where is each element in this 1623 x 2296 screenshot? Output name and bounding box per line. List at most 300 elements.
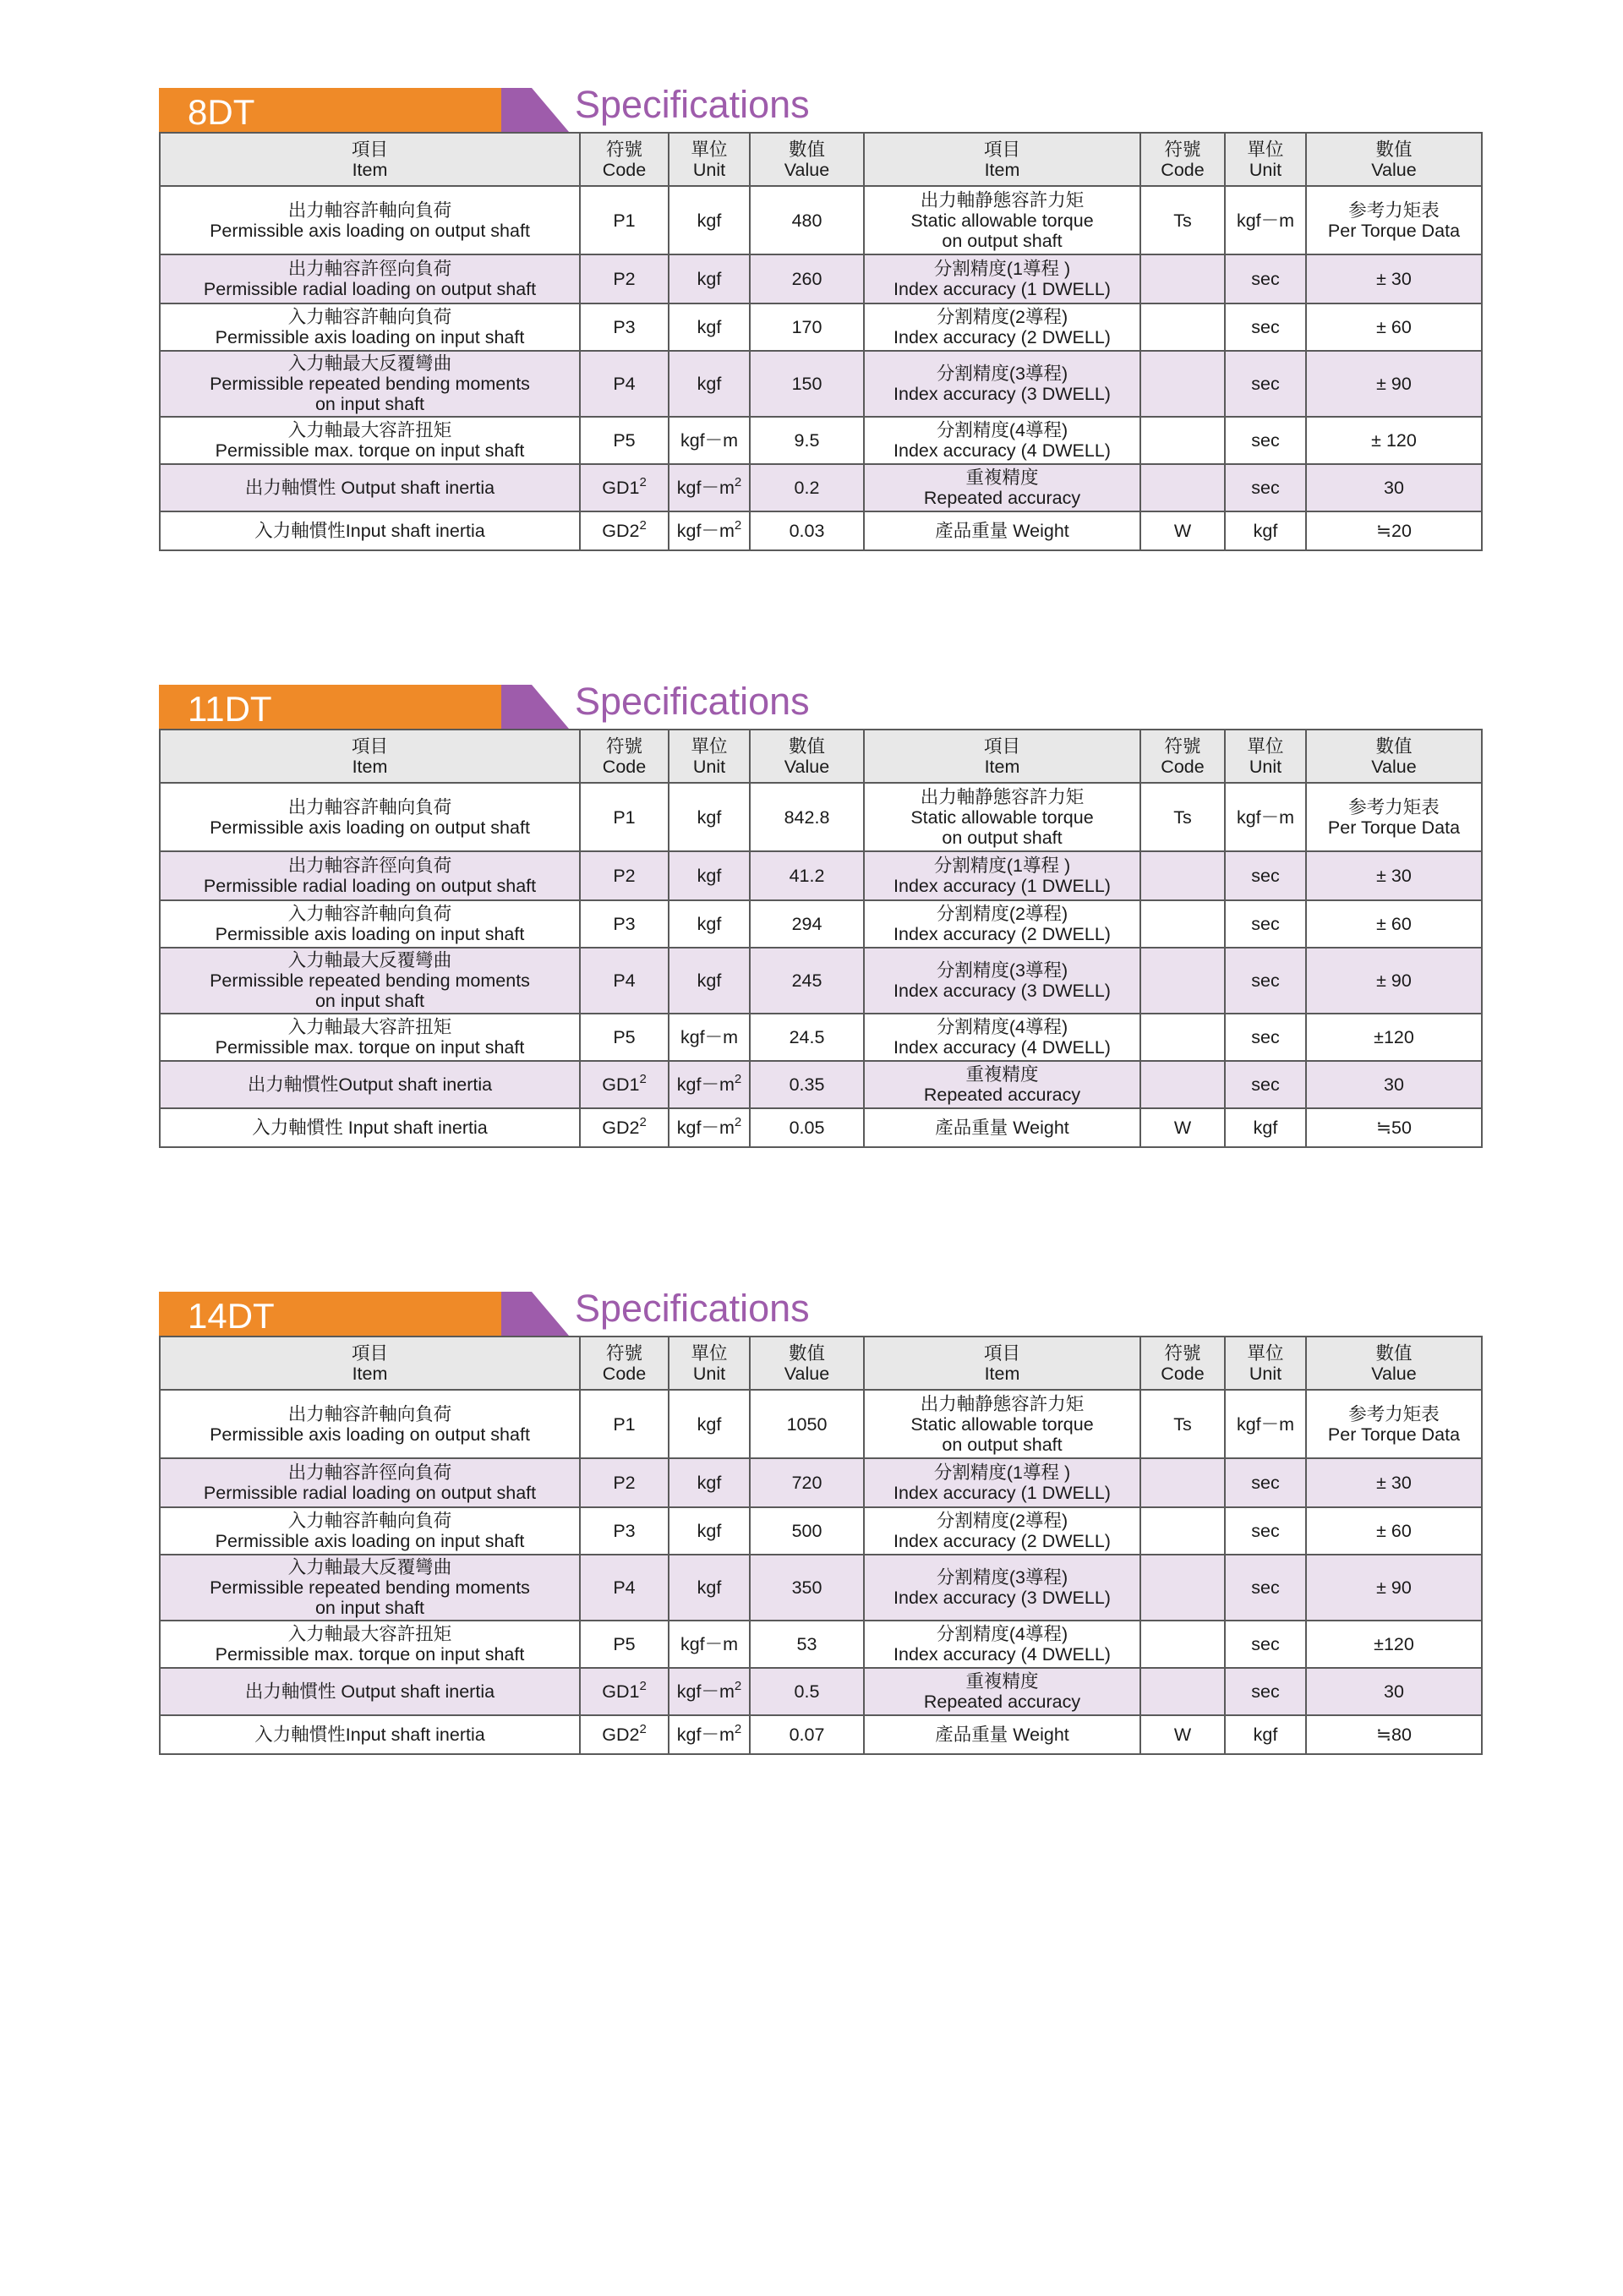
header-zh: 數值	[788, 735, 825, 757]
left-unit-cell	[669, 1108, 750, 1147]
unit-text: kgf－m	[1236, 210, 1295, 231]
left-code-cell	[580, 511, 669, 550]
header-zh: 數值	[1375, 735, 1413, 757]
header-en: Item	[984, 756, 1020, 777]
code-text: P5	[613, 1027, 636, 1047]
table-row	[160, 186, 1482, 254]
unit-text: kgf－m	[680, 430, 739, 451]
header-zh: 單位	[1247, 1342, 1284, 1364]
right-value-cell	[1306, 1715, 1482, 1754]
header-zh: 項目	[983, 139, 1020, 160]
cell-line: ± 30	[1376, 866, 1412, 886]
superscript-2: 2	[734, 1722, 742, 1736]
header-en: Value	[1371, 159, 1417, 180]
cell-line: 入力軸慣性Input shaft inertia	[254, 521, 485, 541]
superscript-2: 2	[734, 1072, 742, 1086]
header-zh: 項目	[351, 139, 388, 160]
left-value-cell	[750, 783, 864, 851]
code-text: GD2	[602, 521, 640, 541]
section-header-band	[159, 1287, 1476, 1336]
right-value-cell	[1306, 1668, 1482, 1715]
header-en: Item	[352, 159, 388, 180]
superscript-2: 2	[639, 1115, 647, 1129]
unit-text: sec	[1251, 1634, 1280, 1654]
header-zh: 單位	[691, 735, 728, 757]
header-zh: 項目	[351, 735, 388, 757]
left-value-cell	[750, 417, 864, 464]
code-text: P1	[613, 210, 636, 231]
cell-line: 分割精度(1導程 )	[933, 259, 1071, 279]
cell-line: on input shaft	[314, 991, 425, 1011]
left-value-cell	[750, 851, 864, 900]
right-code-cell	[1140, 254, 1225, 303]
cell-line: 入力軸最大反覆彎曲	[287, 1557, 452, 1577]
unit-text: kgf	[697, 970, 722, 991]
value-text: 294	[791, 914, 822, 934]
header-zh: 符號	[1164, 139, 1201, 160]
cell-line: 分割精度(1導程 )	[933, 856, 1071, 876]
right-unit-cell	[1225, 1507, 1306, 1555]
header-en: Code	[602, 1363, 647, 1384]
cell-line: Permissible max. torque on input shaft	[215, 440, 525, 461]
left-unit-cell	[669, 1507, 750, 1555]
model-title: 11DT	[188, 689, 272, 729]
unit-text: sec	[1251, 1521, 1280, 1541]
unit-text: sec	[1251, 1074, 1280, 1095]
cell-line: 產品重量 Weight	[935, 521, 1069, 541]
specifications-title: Specifications	[575, 1287, 810, 1330]
cell-line: ± 90	[1376, 374, 1412, 394]
table-row	[160, 351, 1482, 417]
cell-line: Permissible max. torque on input shaft	[215, 1037, 525, 1058]
left-value-cell	[750, 1014, 864, 1061]
header-en: Value	[784, 1363, 830, 1384]
right-value-cell	[1306, 1390, 1482, 1458]
right-code-cell	[1140, 1621, 1225, 1668]
left-code-cell	[580, 1390, 669, 1458]
header-en: Item	[352, 1363, 388, 1384]
right-code-cell	[1140, 1108, 1225, 1147]
header-zh: 項目	[351, 1342, 388, 1364]
right-code-cell	[1140, 303, 1225, 351]
purple-wedge	[501, 88, 569, 132]
value-text: 1050	[786, 1413, 828, 1435]
left-code-cell	[580, 1715, 669, 1754]
right-unit-cell	[1225, 1390, 1306, 1458]
cell-line: 分割精度(3導程)	[936, 1567, 1068, 1588]
cell-line: Index accuracy (2 DWELL)	[893, 1531, 1111, 1551]
code-text: P3	[613, 317, 636, 337]
unit-text: kgf	[697, 806, 722, 828]
table-header-row	[160, 1337, 1482, 1390]
right-value-cell	[1306, 464, 1482, 511]
left-value-cell	[750, 900, 864, 948]
left-value-cell	[750, 1507, 864, 1555]
cell-line: 重複精度	[965, 1671, 1039, 1692]
right-value-cell	[1306, 900, 1482, 948]
cell-line: Repeated accuracy	[923, 1692, 1081, 1712]
cell-line: 出力軸慣性 Output shaft inertia	[244, 1681, 495, 1702]
left-code-cell	[580, 1061, 669, 1108]
cell-line: Repeated accuracy	[923, 488, 1081, 508]
model-title: 8DT	[188, 92, 255, 132]
left-item-cell	[160, 1507, 580, 1555]
code-text: P4	[613, 1577, 636, 1598]
cell-line: Permissible repeated bending moments	[210, 970, 530, 991]
left-unit-cell	[669, 303, 750, 351]
header-cell-unit	[1225, 730, 1306, 783]
code-text: Ts	[1173, 210, 1192, 231]
right-unit-cell	[1225, 783, 1306, 851]
cell-line: ≒80	[1376, 1725, 1412, 1745]
code-text: Ts	[1173, 806, 1192, 828]
right-value-cell	[1306, 1621, 1482, 1668]
right-value-cell	[1306, 511, 1482, 550]
code-text: GD2	[602, 1725, 640, 1745]
cell-line: 入力軸最大容許扭矩	[287, 1624, 452, 1644]
left-unit-cell	[669, 351, 750, 417]
cell-line: Index accuracy (1 DWELL)	[893, 1483, 1111, 1503]
cell-line: 出力軸容許徑向負荷	[287, 856, 452, 876]
unit-text: sec	[1251, 1681, 1280, 1702]
header-zh: 符號	[605, 735, 642, 757]
right-code-cell	[1140, 351, 1225, 417]
left-item-cell	[160, 417, 580, 464]
unit-text: kgf－m	[676, 478, 735, 498]
table-row	[160, 417, 1482, 464]
unit-text: sec	[1251, 374, 1280, 394]
header-en: Value	[784, 756, 830, 777]
right-code-cell	[1140, 1668, 1225, 1715]
purple-wedge	[501, 1292, 569, 1336]
cell-line: on output shaft	[942, 827, 1063, 848]
left-unit-cell	[669, 851, 750, 900]
cell-line: on input shaft	[314, 394, 425, 414]
cell-line: 入力軸容許軸向負荷	[287, 307, 452, 327]
right-code-cell	[1140, 464, 1225, 511]
code-text: GD1	[602, 478, 640, 498]
cell-line: 分割精度(3導程)	[936, 960, 1068, 981]
right-code-cell	[1140, 511, 1225, 550]
left-unit-cell	[669, 1061, 750, 1108]
table-row	[160, 1014, 1482, 1061]
value-text: 0.2	[794, 478, 820, 498]
header-cell-code	[580, 1337, 669, 1390]
right-value-cell	[1306, 1061, 1482, 1108]
left-code-cell	[580, 303, 669, 351]
cell-line: 出力軸容許徑向負荷	[287, 259, 452, 279]
value-text: 0.5	[794, 1681, 820, 1702]
code-text: P3	[613, 1521, 636, 1541]
value-text: 0.03	[789, 521, 825, 541]
header-cell-value	[1306, 1337, 1482, 1390]
header-cell-code	[1140, 730, 1225, 783]
value-text: 350	[791, 1577, 822, 1598]
header-en: Unit	[692, 756, 726, 777]
left-unit-cell	[669, 1390, 750, 1458]
left-code-cell	[580, 851, 669, 900]
header-zh: 數值	[1375, 1342, 1413, 1364]
right-unit-cell	[1225, 851, 1306, 900]
cell-line: ± 60	[1376, 1521, 1412, 1541]
right-item-cell	[864, 351, 1140, 417]
table-header-row	[160, 133, 1482, 186]
header-cell-item	[160, 1337, 580, 1390]
left-item-cell	[160, 1715, 580, 1754]
header-cell-code	[1140, 1337, 1225, 1390]
header-zh: 單位	[1247, 139, 1284, 160]
code-text: W	[1173, 521, 1192, 541]
right-value-cell	[1306, 417, 1482, 464]
right-unit-cell	[1225, 1458, 1306, 1507]
header-zh: 項目	[983, 735, 1020, 757]
cell-line: 出力軸静態容許力矩	[920, 1393, 1085, 1414]
right-item-cell	[864, 1621, 1140, 1668]
right-unit-cell	[1225, 511, 1306, 550]
right-item-cell	[864, 303, 1140, 351]
cell-line: Static allowable torque	[910, 806, 1094, 828]
right-item-cell	[864, 1715, 1140, 1754]
section-header-band	[159, 680, 1476, 729]
unit-text: kgf	[1253, 1725, 1278, 1745]
left-code-cell	[580, 254, 669, 303]
right-item-cell	[864, 1014, 1140, 1061]
left-value-cell	[750, 254, 864, 303]
superscript-2: 2	[639, 1679, 647, 1693]
unit-text: kgf－m	[676, 1118, 735, 1138]
code-text: P5	[613, 430, 636, 451]
right-item-cell	[864, 1555, 1140, 1621]
left-value-cell	[750, 351, 864, 417]
left-code-cell	[580, 1621, 669, 1668]
cell-line: 入力軸慣性 Input shaft inertia	[252, 1118, 488, 1138]
unit-text: sec	[1251, 866, 1280, 886]
cell-line: 產品重量 Weight	[935, 1118, 1069, 1138]
table-row	[160, 900, 1482, 948]
left-value-cell	[750, 1108, 864, 1147]
header-zh: 符號	[605, 139, 642, 160]
left-value-cell	[750, 511, 864, 550]
value-text: 0.35	[789, 1074, 825, 1095]
cell-line: 参考力矩表	[1348, 796, 1440, 817]
left-code-cell	[580, 900, 669, 948]
cell-line: Index accuracy (4 DWELL)	[893, 1037, 1111, 1058]
table-row	[160, 1668, 1482, 1715]
superscript-2: 2	[734, 475, 742, 489]
spec-table	[159, 1336, 1483, 1755]
cell-line: 分割精度(2導程)	[936, 904, 1068, 924]
right-value-cell	[1306, 1458, 1482, 1507]
spec-table	[159, 132, 1483, 551]
code-text: W	[1173, 1725, 1192, 1745]
cell-line: 入力軸容許軸向負荷	[287, 904, 452, 924]
superscript-2: 2	[734, 1679, 742, 1693]
header-en: Unit	[692, 159, 726, 180]
right-code-cell	[1140, 1014, 1225, 1061]
cell-line: 出力軸静態容許力矩	[920, 189, 1085, 210]
left-unit-cell	[669, 1458, 750, 1507]
right-code-cell	[1140, 1715, 1225, 1754]
left-item-cell	[160, 1014, 580, 1061]
cell-line: Permissible axis loading on input shaft	[215, 924, 525, 944]
value-text: 480	[791, 210, 822, 231]
code-text: P1	[613, 1413, 636, 1435]
header-cell-value	[750, 730, 864, 783]
unit-text: kgf－m	[676, 1074, 735, 1095]
header-cell-value	[1306, 133, 1482, 186]
cell-line: 入力軸最大容許扭矩	[287, 1017, 452, 1037]
header-cell-unit	[1225, 133, 1306, 186]
cell-line: ± 30	[1376, 269, 1412, 289]
cell-line: Permissible repeated bending moments	[210, 1577, 530, 1598]
superscript-2: 2	[639, 475, 647, 489]
header-en: Code	[1161, 1363, 1205, 1384]
cell-line: Permissible radial loading on output shaft	[203, 1483, 537, 1503]
right-unit-cell	[1225, 1061, 1306, 1108]
cell-line: ≒50	[1376, 1118, 1412, 1138]
cell-line: 出力軸容許軸向負荷	[287, 1403, 452, 1424]
table-row	[160, 303, 1482, 351]
left-item-cell	[160, 1458, 580, 1507]
left-item-cell	[160, 1390, 580, 1458]
cell-line: 出力軸容許軸向負荷	[287, 200, 452, 221]
header-en: Code	[602, 756, 647, 777]
unit-text: kgf	[697, 1473, 722, 1493]
right-code-cell	[1140, 948, 1225, 1014]
header-en: Code	[1161, 756, 1205, 777]
cell-line: ± 90	[1376, 1577, 1412, 1598]
header-en: Value	[1371, 756, 1417, 777]
superscript-2: 2	[734, 1115, 742, 1129]
cell-line: on output shaft	[942, 230, 1063, 251]
table-row	[160, 511, 1482, 550]
value-text: 720	[791, 1473, 822, 1493]
right-value-cell	[1306, 1507, 1482, 1555]
code-text: P5	[613, 1634, 636, 1654]
unit-text: sec	[1251, 1027, 1280, 1047]
cell-line: Permissible repeated bending moments	[210, 374, 530, 394]
cell-line: 重複精度	[965, 1064, 1039, 1085]
unit-text: sec	[1251, 269, 1280, 289]
right-value-cell	[1306, 1555, 1482, 1621]
right-item-cell	[864, 1061, 1140, 1108]
cell-line: Permissible radial loading on output shaft	[203, 279, 537, 299]
left-unit-cell	[669, 1014, 750, 1061]
left-unit-cell	[669, 1668, 750, 1715]
unit-text: kgf	[697, 269, 722, 289]
right-value-cell	[1306, 186, 1482, 254]
cell-line: on input shaft	[314, 1598, 425, 1618]
spec-section	[159, 83, 1476, 551]
unit-text: kgf	[697, 866, 722, 886]
section-header-band	[159, 83, 1476, 132]
code-text: GD2	[602, 1118, 640, 1138]
left-item-cell	[160, 1668, 580, 1715]
right-unit-cell	[1225, 1014, 1306, 1061]
right-unit-cell	[1225, 1108, 1306, 1147]
right-code-cell	[1140, 1061, 1225, 1108]
header-cell-item	[864, 133, 1140, 186]
spec-section	[159, 1287, 1476, 1755]
cell-line: Per Torque Data	[1327, 817, 1461, 838]
left-value-cell	[750, 1668, 864, 1715]
right-item-cell	[864, 851, 1140, 900]
right-code-cell	[1140, 851, 1225, 900]
right-item-cell	[864, 417, 1140, 464]
right-value-cell	[1306, 351, 1482, 417]
header-zh: 單位	[691, 1342, 728, 1364]
cell-line: Permissible axis loading on output shaft	[210, 220, 530, 241]
header-zh: 數值	[1375, 139, 1413, 160]
unit-text: sec	[1251, 1473, 1280, 1493]
header-zh: 單位	[691, 139, 728, 160]
header-en: Item	[984, 159, 1020, 180]
header-en: Value	[1371, 1363, 1417, 1384]
cell-line: 入力軸最大容許扭矩	[287, 420, 452, 440]
unit-text: kgf	[697, 1413, 722, 1435]
code-text: GD1	[602, 1074, 640, 1095]
cell-line: Per Torque Data	[1327, 1424, 1461, 1445]
cell-line: ≒20	[1376, 521, 1412, 541]
value-text: 500	[791, 1521, 822, 1541]
cell-line: Per Torque Data	[1327, 220, 1461, 241]
cell-line: Index accuracy (2 DWELL)	[893, 327, 1111, 347]
left-value-cell	[750, 1555, 864, 1621]
cell-line: Index accuracy (3 DWELL)	[893, 384, 1111, 404]
left-value-cell	[750, 1458, 864, 1507]
value-text: 9.5	[794, 430, 820, 451]
left-unit-cell	[669, 948, 750, 1014]
cell-line: 入力軸容許軸向負荷	[287, 1511, 452, 1531]
cell-line: Static allowable torque	[910, 210, 1094, 231]
header-cell-item	[864, 730, 1140, 783]
code-text: P4	[613, 374, 636, 394]
left-code-cell	[580, 1555, 669, 1621]
value-text: 0.07	[789, 1725, 825, 1745]
value-text: 53	[796, 1634, 817, 1654]
value-text: 24.5	[789, 1027, 825, 1047]
cell-line: 分割精度(3導程)	[936, 364, 1068, 384]
header-en: Item	[984, 1363, 1020, 1384]
specifications-title: Specifications	[575, 680, 810, 723]
right-item-cell	[864, 1108, 1140, 1147]
code-text: P4	[613, 970, 636, 991]
model-title: 14DT	[188, 1296, 275, 1336]
unit-text: kgf	[697, 1577, 722, 1598]
left-unit-cell	[669, 417, 750, 464]
right-code-cell	[1140, 900, 1225, 948]
cell-line: Static allowable torque	[910, 1413, 1094, 1435]
left-code-cell	[580, 464, 669, 511]
right-value-cell	[1306, 851, 1482, 900]
right-unit-cell	[1225, 351, 1306, 417]
cell-line: Index accuracy (1 DWELL)	[893, 876, 1111, 896]
table-row	[160, 464, 1482, 511]
header-cell-unit	[669, 1337, 750, 1390]
header-en: Value	[784, 159, 830, 180]
left-value-cell	[750, 1061, 864, 1108]
right-value-cell	[1306, 254, 1482, 303]
header-cell-value	[750, 133, 864, 186]
header-zh: 數值	[788, 139, 825, 160]
right-item-cell	[864, 783, 1140, 851]
value-text: 245	[791, 970, 822, 991]
left-item-cell	[160, 511, 580, 550]
right-item-cell	[864, 1668, 1140, 1715]
right-item-cell	[864, 511, 1140, 550]
cell-line: ±120	[1374, 1634, 1414, 1654]
unit-text: kgf	[697, 914, 722, 934]
